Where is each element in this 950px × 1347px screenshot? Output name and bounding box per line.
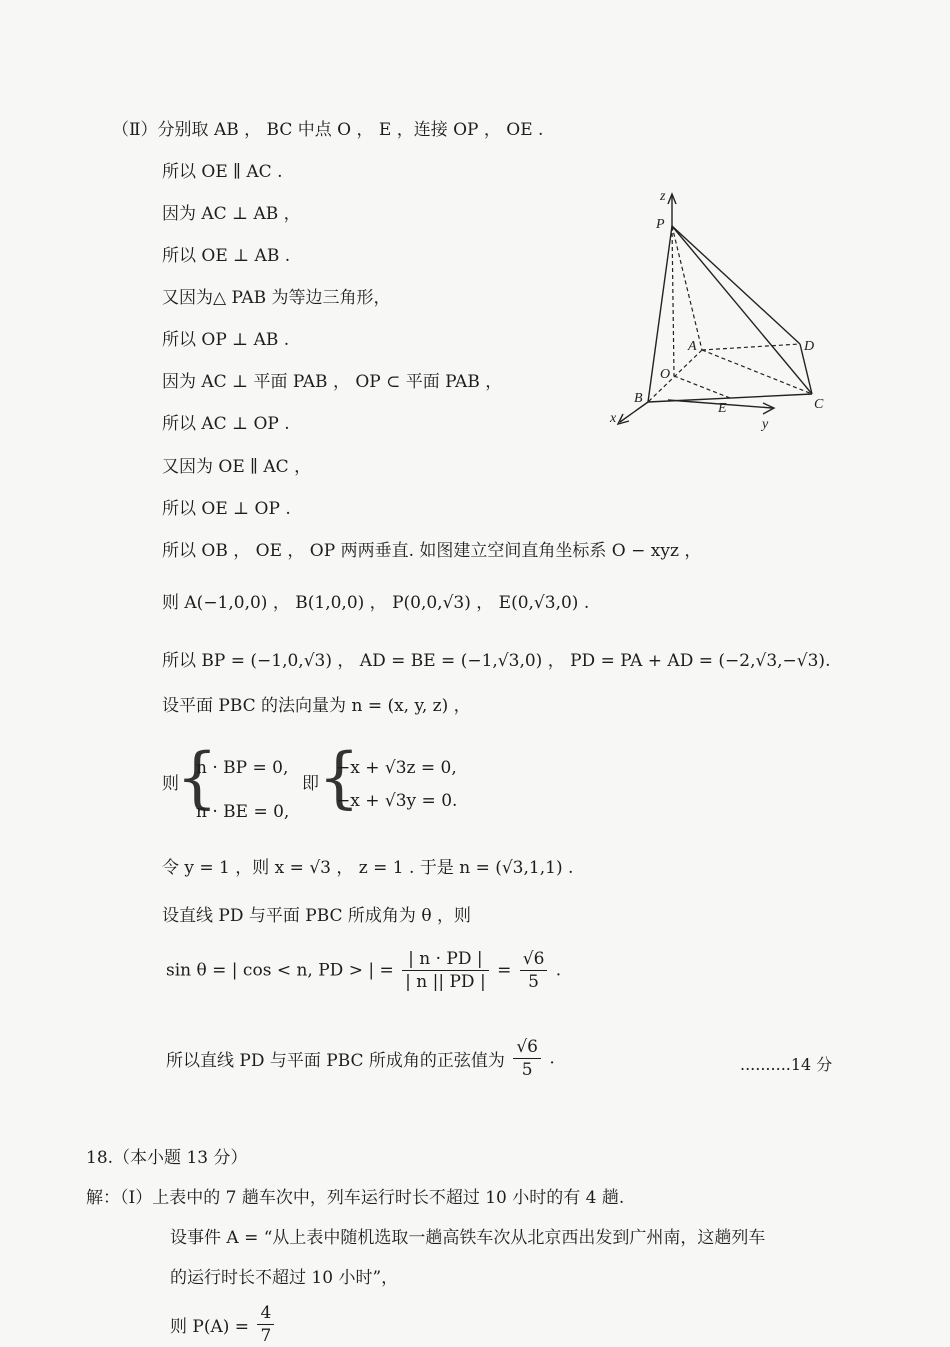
sin-result-denominator: 5 [528,972,539,992]
left-brace-1: { [176,739,218,816]
sin-fraction [402,948,489,993]
part2-line-5: 又因为△ PAB 为等边三角形， [162,288,391,308]
sin-numerator: | n · PD | [402,948,489,971]
label-D: D [804,339,815,354]
score-label: ..........14 分 [740,1055,833,1074]
part2-line-2: 所以 OE ∥ AC . [162,162,283,182]
label-C: C [814,397,824,412]
sin-lhs: sin θ = | cos < n, PD > | = [166,960,394,981]
label-O: O [660,367,671,382]
part2-line-10: 所以 OE ⊥ OP . [162,499,291,519]
edge-PC [672,226,815,394]
label-E: E [718,401,727,416]
label-B: B [634,391,643,406]
pyramid-figure [608,186,848,436]
system-a-row-2: n · BE = 0, [196,802,290,822]
sin-formula: sin θ = | cos < n, PD > | = $\frac{| n \cdot PD |}{| n || PD |}$ = $\frac{√6}{5}$ . [166,949,562,992]
edge-OE [674,376,730,398]
conclusion-text: 所以直线 PD 与平面 PBC 所成角的正弦值为 [166,1051,505,1071]
system-b-row-1: −x + √3z = 0, [336,758,457,778]
q18-line-2: 设事件 A = “从上表中随机选取一趟高铁车次从北京西出发到广州南，这趟列车 [170,1228,766,1248]
system-a-row-1: n · BP = 0, [196,758,289,778]
q18-denominator: 7 [260,1326,272,1346]
q18-title: 18.（本小题 13 分） [86,1148,248,1168]
normal-vector-line: 设平面 PBC 的法向量为 n = (x, y, z) ， [162,696,471,716]
part2-line-1: （Ⅱ）分别取 AB ， BC 中点 O ， E ，连接 OP ， OE . [112,120,544,140]
part2-line-11: 所以 OB ， OE ， OP 两两垂直. 如图建立空间直角坐标系 O − xyz ， [162,541,702,561]
part2-line-6: 所以 OP ⊥ AB . [162,330,290,350]
q18-probability [170,1302,277,1347]
left-brace-2: { [318,739,360,816]
label-y: y [762,417,769,432]
y-axis-arrow [763,403,774,414]
solution-line: 令 y = 1 ，则 x = √3 ， z = 1 . 于是 n = (√3,1,1) . [162,858,574,878]
sin-denominator: | n || PD | [405,972,486,992]
conclusion-fraction [513,1036,541,1081]
coordinates-line: 则 A(−1,0,0) ， B(1,0,0) ， P(0,0,√3) ， E(0,√3,0) . [162,593,590,613]
label-P: P [656,217,665,232]
conclusion-numerator: √6 [513,1036,541,1059]
edge-AD [702,344,800,350]
system-mid-label: 即 [302,774,319,794]
vectors-line: 所以 BP = (−1,0,√3) ， AD = BE = (−1,√3,0) ， PD = PA + AD = (−2,√3,−√3). [162,651,831,671]
label-A: A [688,339,697,354]
q18-numerator: 4 [257,1302,274,1325]
label-z: z [660,189,666,204]
angle-line: 设直线 PD 与平面 PBC 所成角为 θ ，则 [162,906,471,926]
edge-PO [672,226,674,376]
edge-PD [672,226,800,344]
q18-probability-text: 则 P(A) = [170,1317,250,1337]
q18-line-3: 的运行时长不超过 10 小时”， [170,1268,399,1288]
part2-line-4: 所以 OE ⊥ AB . [162,246,291,266]
system-label: 则 [162,774,179,794]
conclusion-line: 所以直线 PD 与平面 PBC 所成角的正弦值为 $\frac{√6}{5}$ . [166,1037,555,1080]
part2-line-8: 所以 AC ⊥ OP . [162,414,290,434]
sin-result-numerator: √6 [520,948,548,971]
edge-AC [702,350,812,394]
conclusion-denominator: 5 [521,1060,533,1080]
system-b-row-2: −x + √3y = 0. [336,791,458,811]
sin-result [520,948,548,993]
q18-fraction [257,1302,274,1347]
part2-line-3: 因为 AC ⊥ AB ， [162,204,301,224]
part2-line-7: 因为 AC ⊥ 平面 PAB ， OP ⊂ 平面 PAB ， [162,372,503,392]
part2-line-9: 又因为 OE ∥ AC ， [162,457,312,477]
q18-line-1: 解：（Ⅰ）上表中的 7 趟车次中，列车运行时长不超过 10 小时的有 4 趟. [86,1188,625,1208]
label-x: x [610,411,617,426]
